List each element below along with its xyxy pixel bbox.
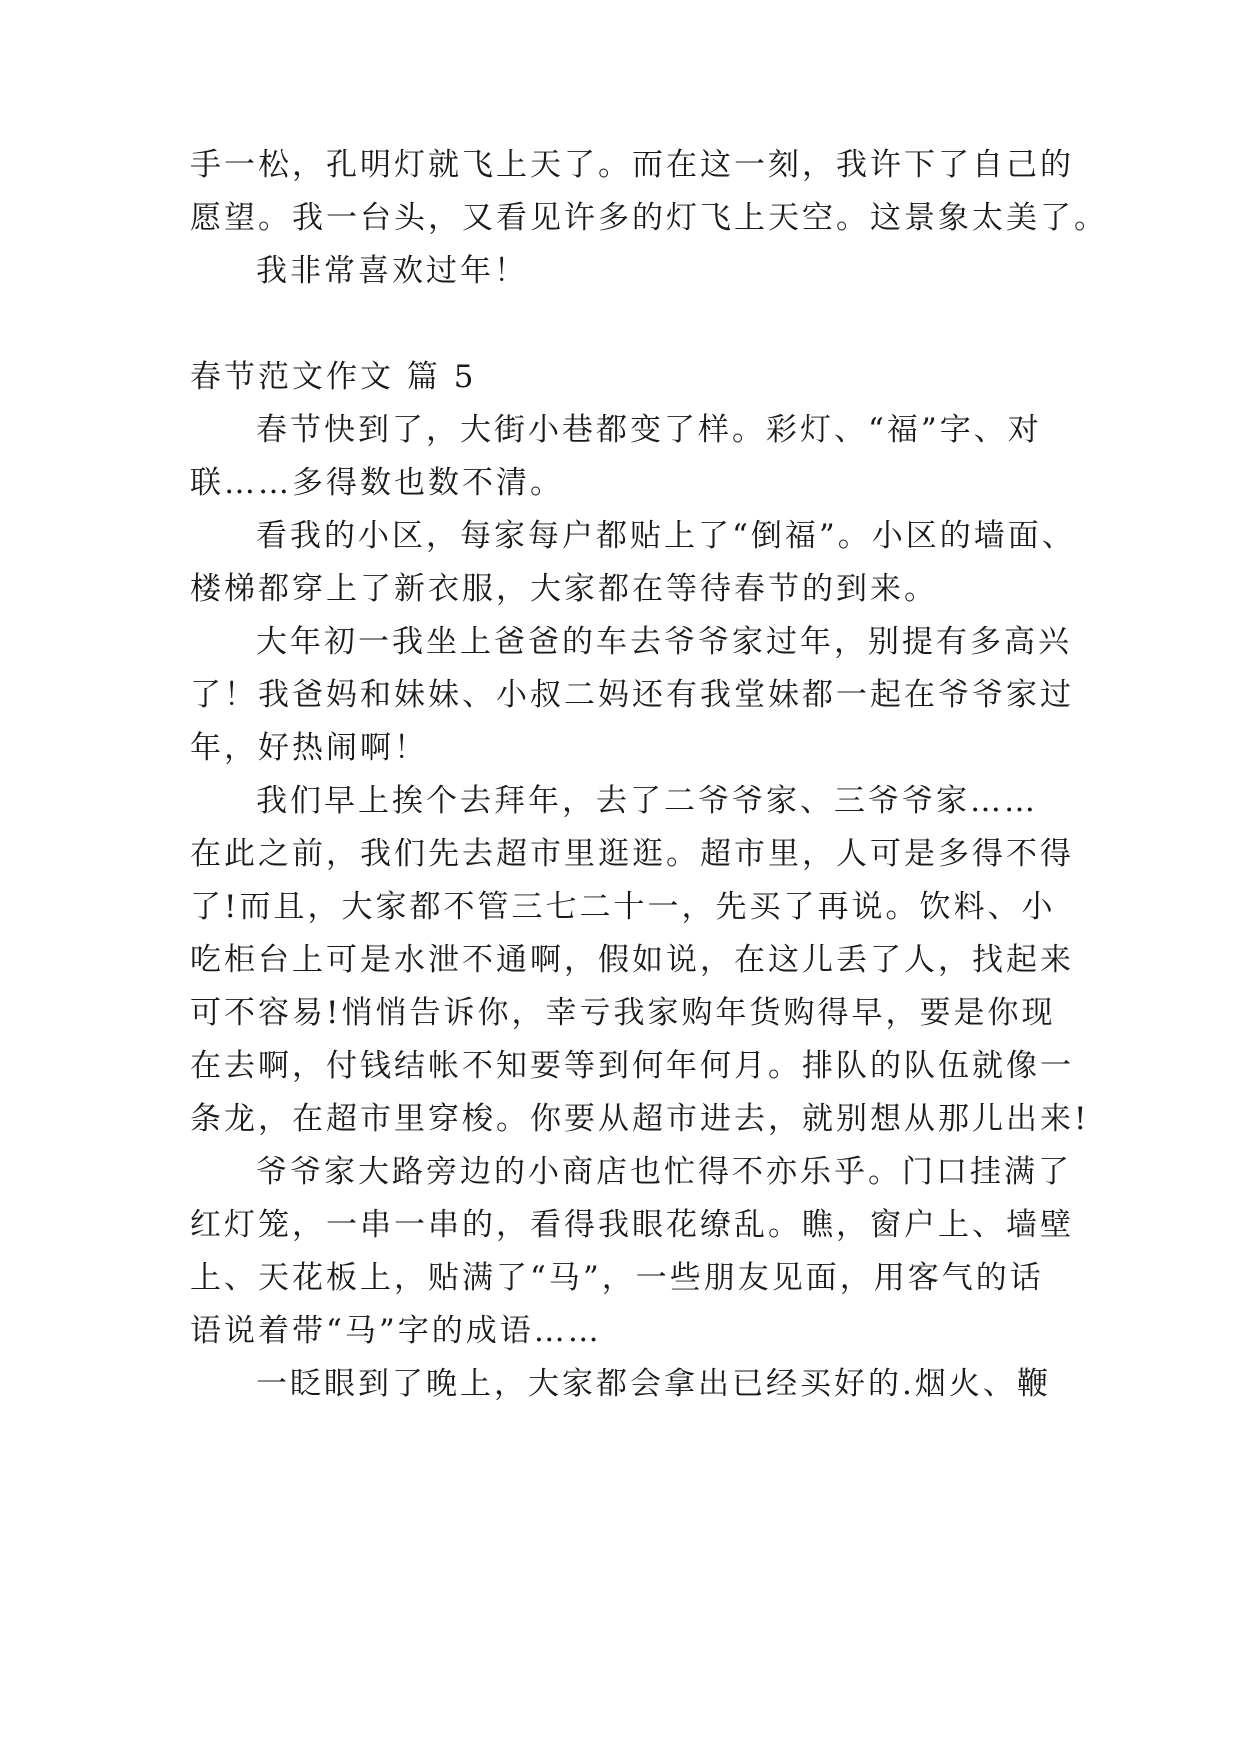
text-line: 红灯笼，一串一串的，看得我眼花缭乱。瞧，窗户上、墙壁 bbox=[190, 1207, 1074, 1243]
text-line: 愿望。我一台头，又看见许多的灯飞上天空。这景象太美了。 bbox=[190, 200, 1108, 236]
text-line: 可不容易!悄悄告诉你，幸亏我家购年货购得早，要是你现 bbox=[190, 995, 1056, 1031]
section-title: 春节范文作文 篇 5 bbox=[190, 359, 477, 395]
text-line: 手一松，孔明灯就飞上天了。而在这一刻，我许下了自己的 bbox=[190, 147, 1074, 183]
text-line: 在此之前，我们先去超市里逛逛。超市里，人可是多得不得 bbox=[190, 836, 1074, 872]
text-line: 条龙，在超市里穿梭。你要从超市进去，就别想从那儿出来! bbox=[190, 1101, 1090, 1137]
text-line: 了！我爸妈和妹妹、小叔二妈还有我堂妹都一起在爷爷家过 bbox=[190, 677, 1074, 713]
text-line: 在去啊，付钱结帐不知要等到何年何月。排队的队伍就像一 bbox=[190, 1048, 1074, 1084]
text-line: 大年初一我坐上爸爸的车去爷爷家过年，别提有多高兴 bbox=[256, 624, 1072, 660]
text-line: 一眨眼到了晚上，大家都会拿出已经买好的.烟火、鞭 bbox=[256, 1366, 1051, 1402]
text-line: 爷爷家大路旁边的小商店也忙得不亦乐乎。门口挂满了 bbox=[256, 1154, 1072, 1190]
text-line: 看我的小区，每家每户都贴上了“倒福”。小区的墙面、 bbox=[256, 518, 1076, 554]
text-line: 了!而且，大家都不管三七二十一，先买了再说。饮料、小 bbox=[190, 889, 1056, 925]
text-line: 年，好热闹啊！ bbox=[190, 730, 428, 766]
text-line: 语说着带“马”字的成语…… bbox=[190, 1313, 602, 1349]
text-line: 我非常喜欢过年！ bbox=[256, 253, 528, 289]
text-line: 联……多得数也数不清。 bbox=[190, 465, 564, 501]
text-line: 上、天花板上，贴满了“马”，一些朋友见面，用客气的话 bbox=[190, 1260, 1044, 1296]
text-line: 春节快到了，大街小巷都变了样。彩灯、“福”字、对 bbox=[256, 412, 1042, 448]
text-line: 楼梯都穿上了新衣服，大家都在等待春节的到来。 bbox=[190, 571, 938, 607]
text-line: 吃柜台上可是水泄不通啊，假如说，在这儿丢了人，找起来 bbox=[190, 942, 1074, 978]
text-line: 我们早上挨个去拜年，去了二爷爷家、三爷爷家…… bbox=[256, 783, 1038, 819]
